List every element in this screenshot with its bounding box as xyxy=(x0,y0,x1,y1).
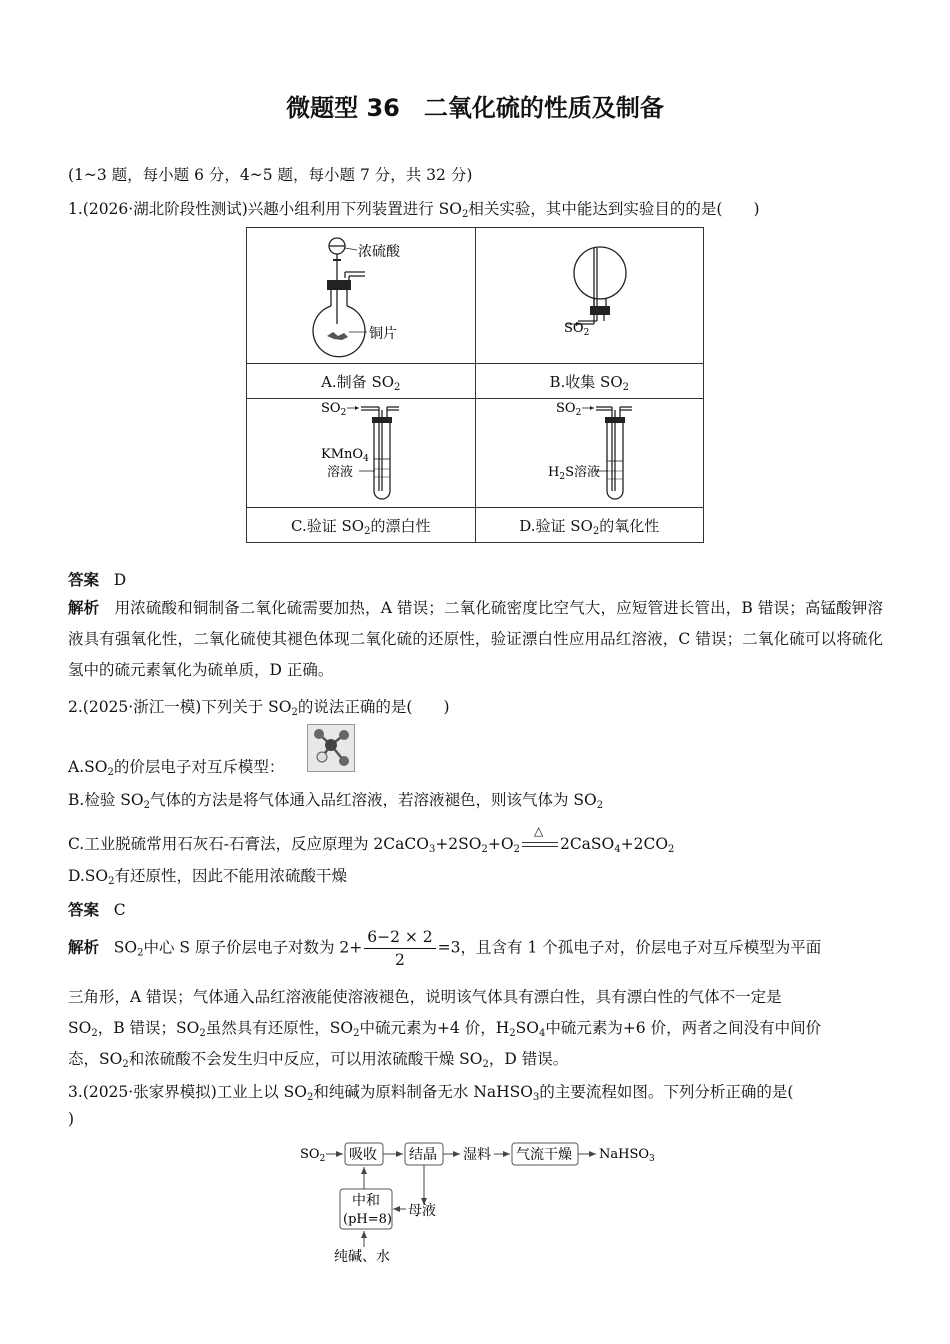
q2-analysis-line2: 三角形，A 错误；气体通入品红溶液能使溶液褪色，说明该气体具有漂白性，具有漂白性的气体不一定是 xyxy=(68,988,782,1006)
label-kmno4: KMnO$_4$ xyxy=(321,447,370,464)
q2-option-d: $D.SO_2$有还原性，因此不能用浓硫酸干燥 xyxy=(68,867,348,887)
flow-crystal-label: 结晶 xyxy=(409,1147,437,1163)
q1-apparatus-table xyxy=(246,227,704,543)
flow-product: NaHSO$_3$ xyxy=(599,1147,655,1164)
vsepr-model-image xyxy=(307,724,355,772)
apparatus-d-diagram xyxy=(476,399,703,503)
caption-b: B.收集 $SO_2$ xyxy=(475,364,704,399)
caption-a: A.制备 $SO_2$ xyxy=(247,364,476,399)
flow-so2: $SO_2$ xyxy=(300,1147,326,1164)
q2-answer: 答案 C xyxy=(68,901,126,919)
caption-c: C.验证 $SO_2$的漂白性 xyxy=(247,508,476,543)
q1-stem: 1.(2026·湖北阶段性测试)兴趣小组利用下列装置进行 $SO_2$相关实验，其中能达到实验目的的是( ) xyxy=(68,200,760,220)
q2-option-c: C.工业脱硫常用石灰石-石膏法，反应原理为 $2CaCO_3+2SO_2+O_2$ △ $2CaSO_4+2CO_2$ xyxy=(68,824,675,855)
fig-a-cell xyxy=(247,228,476,364)
flow-feed-label: 纯碱、水 xyxy=(334,1249,390,1265)
flow-mother-label: 母液 xyxy=(408,1203,436,1219)
label-h2s: $H_2S$溶液 xyxy=(547,465,600,482)
fig-c-cell xyxy=(247,399,476,508)
reaction-arrow: △ xyxy=(522,838,558,852)
q2-option-a: $A.SO_2$的价层电子对互斥模型： xyxy=(68,758,285,778)
label-so2-c: $SO_2$ xyxy=(321,401,347,418)
q1-answer: 答案 D xyxy=(68,571,127,589)
label-conc-acid: 浓硫酸 xyxy=(358,244,401,260)
electron-pair-fraction: $\frac{6-2 \times 2}{2}$ xyxy=(364,926,435,971)
page-title: 微题型 36 二氧化硫的性质及制备 xyxy=(286,94,664,122)
q1-analysis: 解析 用浓硫酸和铜制备二氧化硫需要加热，A 错误；二氧化硫密度比空气大，应短管进长管出，B 错误；高锰酸钾溶液具有强氧化性，二氧化硫使其褪色体现二氧化硫的还原性，验证漂白性应用品红溶液，C 错误；二氧化硫可以将硫化氢中的硫元素氧化为硫单质，D 正确。 xyxy=(68,599,883,679)
flow-wet-label: 湿料 xyxy=(463,1147,491,1163)
caption-d: D.验证 $SO_2$的氧化性 xyxy=(475,508,704,543)
q2-stem: 2.(2025·浙江一模)下列关于 $SO_2$的说法正确的是( ) xyxy=(68,698,450,718)
flow-dry-label: 气流干燥 xyxy=(516,1147,572,1163)
apparatus-b-diagram xyxy=(476,228,703,359)
flow-neutral-label2: (pH=8) xyxy=(343,1212,392,1227)
q2-option-b: B.检验 $SO_2$气体的方法是将气体通入品红溶液，若溶液褪色，则该气体为 $SO_2$ xyxy=(68,791,604,811)
q2-analysis-line3: $SO_2$，B 错误；$SO_2$虽然具有还原性，$SO_2$中硫元素为+4 价，$H_2SO_4$中硫元素为+6 价，两者之间没有中间价 xyxy=(68,1019,822,1039)
q3-stem-close: ) xyxy=(68,1110,75,1128)
q2-analysis-line1: 解析 $SO_2$中心 S 原子价层电子对数为 2+ $\frac{6-2 \times 2}{2}$ =3，且含有 1 个孤电子对，价层电子对互斥模型为平面 xyxy=(68,928,822,969)
flow-neutral-label1: 中和 xyxy=(352,1193,380,1209)
q3-stem: 3.(2025·张家界模拟)工业上以 $SO_2$和纯碱为原料制备无水 NaHSO$_3$的主要流程如图。下列分析正确的是( xyxy=(68,1083,794,1103)
fig-b-cell xyxy=(475,228,704,364)
scoring-note: (1~3 题，每小题 6 分，4~5 题，每小题 7 分，共 32 分) xyxy=(68,166,473,184)
apparatus-a-diagram xyxy=(247,228,474,359)
label-so2-d: $SO_2$ xyxy=(555,401,582,418)
label-solution-c: 溶液 xyxy=(327,465,354,480)
process-flow-diagram xyxy=(290,1135,670,1265)
flow-absorb-label: 吸收 xyxy=(349,1147,377,1163)
label-copper: 铜片 xyxy=(369,326,398,342)
q2-analysis-line4: 态，$SO_2$和浓硫酸不会发生归中反应，可以用浓硫酸干燥 $SO_2$，D 错误。 xyxy=(68,1050,569,1070)
label-so2-b: $SO_2$ xyxy=(563,321,590,338)
fig-d-cell xyxy=(475,399,704,508)
apparatus-c-diagram xyxy=(247,399,474,503)
